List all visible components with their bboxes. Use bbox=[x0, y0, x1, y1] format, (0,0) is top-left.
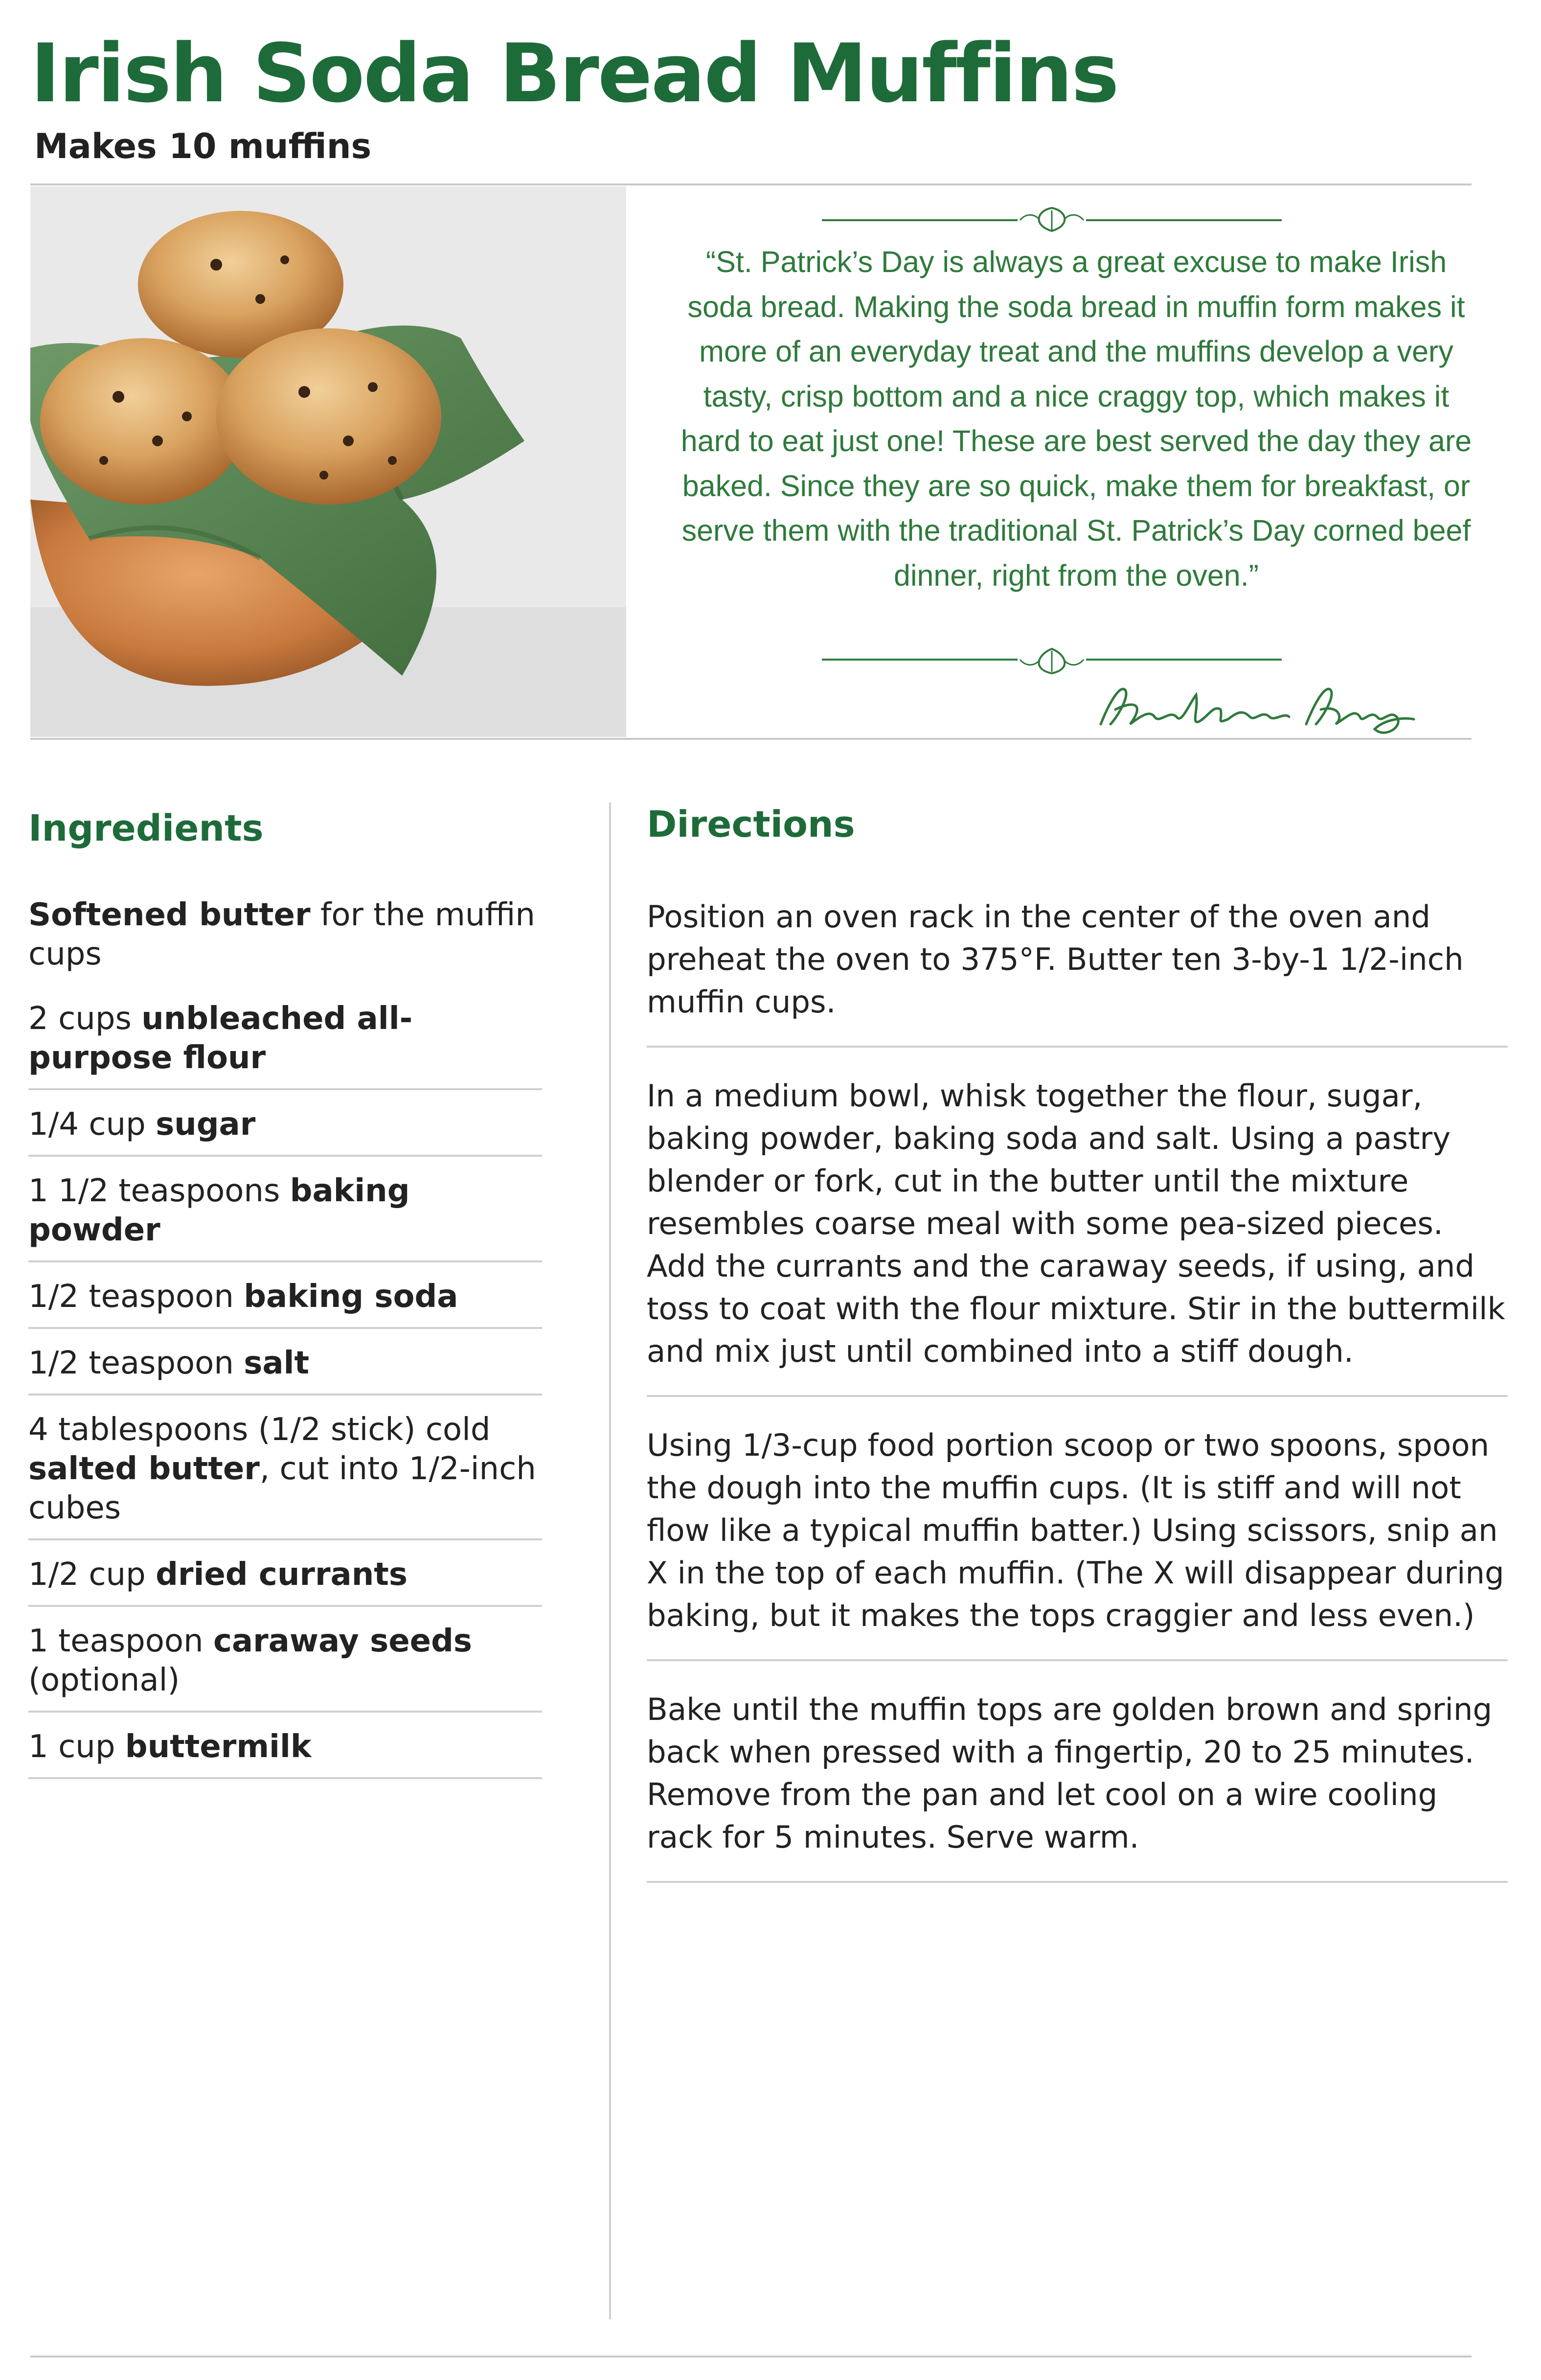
direction-step: In a medium bowl, whisk together the flour, sugar, baking powder, baking soda and salt. Using a pastry blender or fork, cut in the butter until the mixture resembles coarse meal with some pea-sized pieces. Add the currants and the caraway seeds, if using, and toss to coat with the flour mixture. Stir in the buttermilk and mix just until combined into a stiff dough. bbox=[647, 1075, 1508, 1397]
ingredient-quantity: 1 cup bbox=[28, 1729, 125, 1765]
directions-heading: Directions bbox=[647, 803, 855, 846]
quote-ornament-top-icon bbox=[822, 201, 1282, 235]
ingredient-quantity: 1 teaspoon bbox=[28, 1623, 213, 1659]
ingredient-name: dried currants bbox=[156, 1556, 408, 1593]
ingredient-item bbox=[28, 1329, 542, 1396]
ingredient-item bbox=[28, 984, 542, 1090]
ingredient-item bbox=[28, 1713, 542, 1779]
ingredient-item bbox=[28, 1262, 542, 1329]
ingredient-note: for the muffin cups bbox=[28, 897, 535, 972]
direction-step: Bake until the muffin tops are golden brown and spring back when pressed with a fingertip, 20 to 25 minutes. Remove from the pan and let cool on a wire cooling rack for 5 minutes. Serve warm. bbox=[647, 1688, 1508, 1883]
ingredient-name: salted butter bbox=[28, 1451, 260, 1487]
ingredients-heading: Ingredients bbox=[28, 807, 264, 849]
ingredient-quantity: 1 1/2 teaspoons bbox=[28, 1173, 290, 1209]
middle-divider bbox=[30, 738, 1472, 740]
column-divider bbox=[609, 802, 611, 2319]
ingredient-item bbox=[28, 1157, 542, 1262]
chef-quote: “St. Patrick’s Day is always a great excuse to make Irish soda bread. Making the soda bread in muffin form makes it more of an everyday treat and the muffins develop a very tasty, crisp bottom and a nice craggy top, which makes it hard to eat just one! These are best served the day they are baked. Since they are so quick, make them for breakfast, or serve them with the traditional St. Patrick’s Day corned beef dinner, right from the oven.” bbox=[680, 245, 1472, 592]
ingredient-quantity: 4 tablespoons (1/2 stick) cold bbox=[28, 1412, 491, 1448]
ingredient-item bbox=[28, 1607, 542, 1713]
ingredient-quantity: 1/2 cup bbox=[28, 1556, 156, 1593]
ingredient-name: baking soda bbox=[244, 1279, 458, 1315]
ingredient-name: sugar bbox=[156, 1106, 256, 1143]
muffins-photo bbox=[30, 186, 626, 737]
ingredient-name: unbleached all-purpose flour bbox=[28, 1001, 413, 1076]
ingredient-quantity: 1/2 teaspoon bbox=[28, 1279, 244, 1315]
top-divider bbox=[30, 183, 1472, 185]
ingredient-item bbox=[28, 881, 542, 984]
direction-step: Position an oven rack in the center of the oven and preheat the oven to 375°F. Butter ten 3-by-1 1/2-inch muffin cups. bbox=[647, 895, 1508, 1048]
chef-signature bbox=[1091, 670, 1424, 739]
ingredient-quantity: 2 cups bbox=[28, 1001, 142, 1037]
ingredient-item bbox=[28, 1396, 542, 1540]
ingredient-name: caraway seeds bbox=[213, 1623, 472, 1659]
ingredients-list bbox=[28, 881, 542, 1779]
ingredient-quantity: 1/4 cup bbox=[28, 1106, 156, 1143]
ingredient-note: , cut into 1/2-inch cubes bbox=[28, 1451, 536, 1526]
ingredient-note: (optional) bbox=[28, 1662, 180, 1698]
bottom-divider bbox=[30, 2356, 1472, 2357]
recipe-title: Irish Soda Bread Muffins bbox=[30, 26, 1118, 120]
ingredient-name: buttermilk bbox=[125, 1729, 312, 1765]
direction-step: Using 1/3-cup food portion scoop or two spoons, spoon the dough into the muffin cups. (It is stiff and will not flow like a typical muffin batter.) Using scissors, snip an X in the top of each muffin. (The X will disappear during baking, but it makes the tops craggier and less even.) bbox=[647, 1424, 1508, 1661]
directions-list bbox=[647, 895, 1508, 1910]
ingredient-name: Softened butter bbox=[28, 897, 311, 933]
ingredient-item bbox=[28, 1540, 542, 1607]
ingredient-name: baking powder bbox=[28, 1173, 410, 1248]
ingredient-name: salt bbox=[244, 1345, 310, 1381]
recipe-yield: Makes 10 muffins bbox=[34, 126, 372, 166]
ingredient-item bbox=[28, 1090, 542, 1157]
ingredient-quantity: 1/2 teaspoon bbox=[28, 1345, 244, 1381]
